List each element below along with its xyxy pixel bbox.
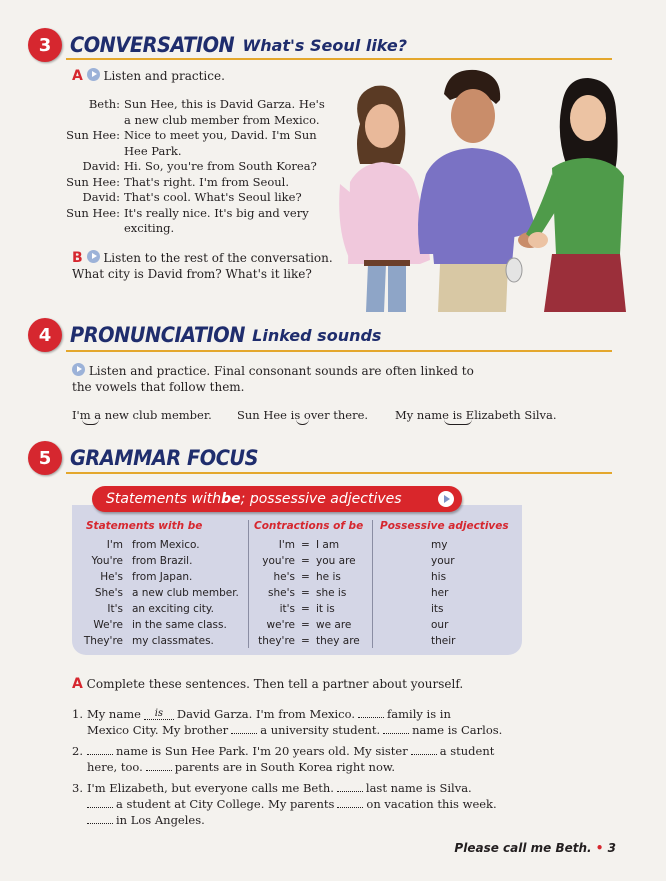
cell: I'm — [106, 539, 123, 551]
exercise-item — [72, 743, 522, 775]
cell: he is — [316, 571, 341, 583]
exercise-item — [72, 780, 522, 828]
table-row — [0, 585, 666, 601]
example-text: ver there. — [310, 408, 369, 422]
linked-sound: m a — [79, 408, 102, 422]
cell: your — [431, 555, 455, 567]
banner-text: be — [221, 491, 241, 507]
cell: = — [301, 619, 310, 631]
item-number: 3. — [72, 781, 83, 795]
item-text: on vacation this week. — [366, 797, 497, 811]
exercise-intro — [72, 676, 463, 692]
speaker: Sun Hee: — [66, 205, 120, 220]
dialog-text: It's really nice. It's big and very — [124, 205, 309, 220]
section-number: 5 — [28, 441, 62, 475]
item-text: I'm Elizabeth, but everyone calls me Beth. — [87, 781, 334, 795]
cell: it is — [316, 603, 335, 615]
cell: a new club member. — [132, 587, 239, 599]
section-number: 3 — [28, 28, 62, 62]
example-text: new club member. — [101, 408, 212, 422]
cell: I'm — [278, 539, 295, 551]
pronunciation-intro — [72, 363, 572, 395]
exercise-a-line — [72, 68, 225, 84]
column-header: Statements with be — [86, 520, 203, 532]
item-number: 2. — [72, 744, 83, 758]
audio-icon[interactable] — [87, 250, 100, 263]
dialog-line — [60, 97, 340, 128]
speaker: Sun Hee: — [66, 128, 120, 142]
cell: my — [431, 539, 448, 551]
item-text: in Los Angeles. — [116, 813, 205, 827]
answer-blank[interactable] — [231, 725, 257, 734]
dialog-line — [60, 128, 340, 159]
grammar-table — [0, 537, 666, 649]
item-text: David Garza. I'm from Mexico. — [176, 707, 356, 721]
dialog-text: That's right. I'm from Seoul. — [124, 174, 289, 189]
cell: I am — [316, 539, 340, 551]
linked-example — [395, 408, 557, 422]
intro-text: the vowels that follow them. — [72, 380, 245, 394]
david-figure — [418, 70, 542, 312]
linked-sound: s o — [294, 408, 311, 422]
example-text: My nam — [395, 408, 443, 422]
linked-example — [237, 408, 368, 422]
column-header: Possessive adjectives — [380, 520, 509, 532]
cell: it's — [279, 603, 295, 615]
cell: they are — [316, 635, 360, 647]
beth-figure — [339, 86, 430, 312]
cell: = — [301, 603, 310, 615]
answer-blank[interactable] — [337, 783, 363, 792]
exercise-instruction: Listen and practice. — [103, 69, 225, 83]
exercise-item — [72, 706, 522, 738]
section-title: GRAMMAR FOCUS — [70, 446, 259, 470]
linked-sound: e is E — [442, 408, 475, 422]
cell: = — [301, 587, 310, 599]
dialog-line — [60, 175, 340, 191]
banner-text: Statements with — [106, 491, 222, 507]
cell: You're — [91, 555, 123, 567]
conversation-illustration — [330, 64, 630, 312]
section-subtitle: What's Seoul like? — [242, 35, 408, 55]
exercise-question: What city is David from? What's it like? — [72, 267, 312, 281]
cell: she's — [268, 587, 295, 599]
item-text: here, too. — [87, 760, 143, 774]
dialog-line — [60, 159, 340, 175]
exercise-instruction: Complete these sentences. Then tell a partner about yourself. — [86, 677, 464, 691]
example-text: Sun Hee i — [237, 408, 295, 422]
cell: we're — [266, 619, 295, 631]
table-row — [0, 633, 666, 649]
example-text: I' — [72, 408, 80, 422]
example-text: lizabeth Silva. — [474, 408, 557, 422]
cell: we are — [316, 619, 352, 631]
section-5-header — [28, 441, 274, 475]
cell: our — [431, 619, 449, 631]
dialog-text: Nice to meet you, David. I'm Sun — [124, 128, 317, 142]
answer-blank[interactable] — [87, 815, 113, 824]
cell: = — [301, 635, 310, 647]
audio-icon[interactable] — [438, 491, 454, 507]
dialog-text: That's cool. What's Seoul like? — [124, 190, 302, 204]
conversation-dialog — [60, 97, 340, 237]
cell: their — [431, 635, 456, 647]
answer-blank[interactable] — [358, 709, 384, 718]
item-text: a student — [439, 744, 495, 758]
table-row — [0, 617, 666, 633]
section-title: PRONUNCIATION — [70, 323, 245, 347]
exercise-letter: A — [72, 68, 83, 84]
answer-blank[interactable] — [383, 725, 409, 734]
table-row — [0, 569, 666, 585]
cell: they're — [258, 635, 295, 647]
cell: We're — [93, 619, 123, 631]
cell: he's — [273, 571, 295, 583]
table-row — [0, 553, 666, 569]
cell: He's — [100, 571, 123, 583]
exercise-letter: B — [72, 250, 83, 266]
item-number: 1. — [72, 707, 83, 721]
answer-blank[interactable] — [146, 762, 172, 771]
cell: = — [301, 555, 310, 567]
item-text: parents are in South Korea right now. — [174, 760, 396, 774]
cell: an exciting city. — [132, 603, 214, 615]
cell: She's — [94, 587, 123, 599]
cell: = — [301, 571, 310, 583]
cell: its — [431, 603, 444, 615]
page-footer — [454, 841, 616, 855]
answer-blank[interactable] — [337, 799, 363, 808]
item-text: name is Sun Hee Park. I'm 20 years old. My sister — [116, 744, 408, 758]
cell: her — [431, 587, 449, 599]
cell: It's — [107, 603, 123, 615]
item-text: a student at City College. My parents — [116, 797, 335, 811]
section-title: CONVERSATION — [70, 33, 235, 57]
cell: from Brazil. — [132, 555, 193, 567]
cell: from Mexico. — [132, 539, 200, 551]
section-number: 4 — [28, 318, 62, 352]
speaker: David: — [82, 190, 120, 204]
item-text: name is Carlos. — [412, 723, 503, 737]
dialog-line — [60, 190, 340, 206]
cell: you are — [316, 555, 356, 567]
grammar-banner — [92, 486, 462, 512]
footer-title: Please call me Beth. — [454, 841, 592, 855]
exercise-instruction: Listen to the rest of the conversation. — [103, 251, 333, 265]
dialog-text: a new club member from Mexico. — [124, 112, 320, 127]
table-row — [0, 537, 666, 553]
section-rule — [66, 472, 612, 474]
section-subtitle: Linked sounds — [252, 325, 382, 345]
cell: from Japan. — [132, 571, 193, 583]
exercise-letter: A — [72, 676, 83, 692]
dialog-text: Hi. So, you're from South Korea? — [124, 159, 317, 173]
cell: They're — [83, 635, 123, 647]
cell: = — [301, 539, 310, 551]
item-text: family is in — [387, 707, 451, 721]
item-text: last name is Silva. — [365, 781, 472, 795]
sun-hee-figure — [526, 78, 626, 312]
page-number: 3 — [607, 841, 616, 855]
item-text: My name — [87, 707, 141, 721]
column-header: Contractions of be — [254, 520, 364, 532]
audio-icon[interactable] — [72, 363, 85, 376]
section-3-header — [28, 28, 407, 62]
audio-icon[interactable] — [87, 68, 100, 81]
answer-blank[interactable] — [87, 799, 113, 808]
speaker: Beth: — [88, 97, 120, 111]
cell: his — [431, 571, 447, 583]
dialog-text: exciting. — [124, 221, 175, 235]
item-text: a university student. — [260, 723, 381, 737]
answer-blank[interactable] — [87, 746, 113, 755]
cell: in the same class. — [132, 619, 227, 631]
cell: you're — [262, 555, 295, 567]
intro-text: Listen and practice. Final consonant sounds are often linked to — [88, 364, 474, 378]
speaker: Sun Hee: — [66, 174, 120, 189]
dialog-line — [60, 206, 340, 237]
section-4-header — [28, 318, 381, 352]
answer-blank[interactable] — [411, 746, 437, 755]
dialog-text: Sun Hee, this is David Garza. He's — [124, 97, 325, 111]
item-text: Mexico City. My brother — [87, 723, 229, 737]
table-row — [0, 601, 666, 617]
speaker: David: — [82, 159, 120, 173]
bullet-icon: • — [595, 841, 604, 855]
exercise-b-block — [72, 250, 342, 282]
cell: she is — [316, 587, 347, 599]
linked-example — [72, 408, 212, 422]
filled-blank: is — [144, 709, 174, 720]
banner-text: ; possessive adjectives — [240, 491, 402, 507]
section-rule — [66, 350, 612, 352]
section-rule — [66, 58, 612, 60]
dialog-text: Hee Park. — [124, 143, 182, 158]
cell: my classmates. — [132, 635, 214, 647]
